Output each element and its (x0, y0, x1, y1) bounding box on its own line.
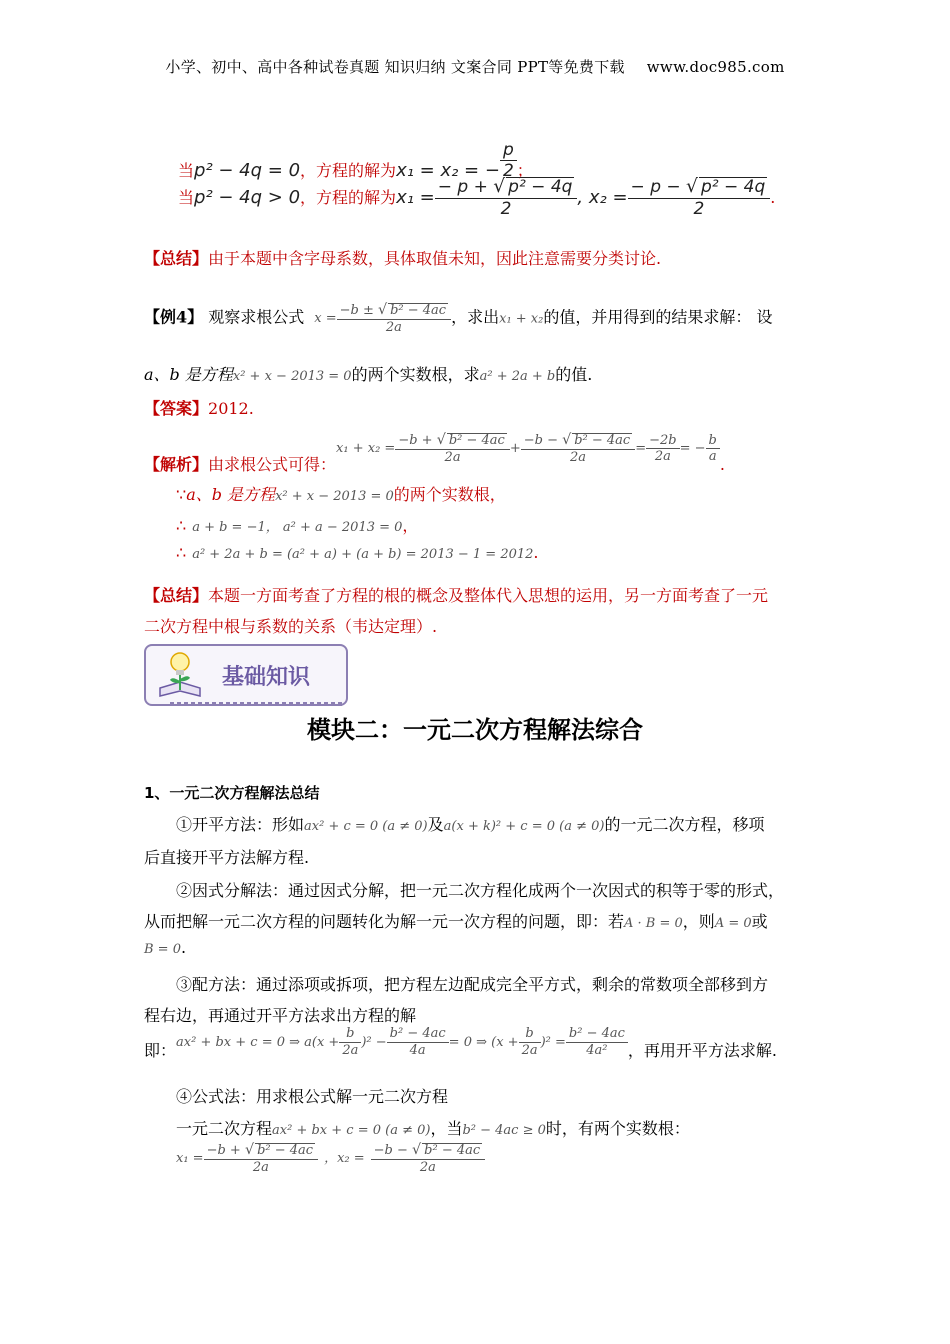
denominator: 2a (385, 320, 402, 336)
fraction (706, 433, 720, 465)
numerator: −b ± √ b² − 4ac (337, 302, 452, 320)
math-condition: p² − 4q > 0 (194, 186, 301, 208)
math-equation: x² + x − 2013 = 0 (275, 489, 394, 504)
text: 观察求根公式 (203, 307, 305, 327)
math-lhs: x₁ = x₂ = − (396, 159, 500, 181)
math-equation: b² − 4ac ≥ 0 (462, 1123, 546, 1138)
method-2-line-3 (144, 938, 186, 957)
method-2-line-1: ②因式分解法：通过因式分解，把一元二次方程化成两个一次因式的积等于零的形式， (176, 881, 785, 900)
math-expr: x₁ + x₂ (499, 311, 544, 327)
denominator: a (708, 449, 717, 465)
math-lhs: x₁ = (396, 186, 435, 208)
math-equation: A · B = 0 (624, 916, 683, 931)
num-part: −b − (373, 1143, 413, 1158)
text: ，方程的解为 (300, 160, 397, 180)
roots-formula (176, 1142, 485, 1176)
header-text: 小学、初中、高中各种试卷真题 知识归纳 文案合同 PPT等免费下载 (165, 58, 625, 76)
num-part: − p + (437, 177, 494, 197)
method-3-line-1: ③配方法：通过添项或拆项，把方程左边配成完全平方式，剩余的常数项全部移到方 (176, 975, 769, 994)
math-expr: a + b = −1， a² + a − 2013 = 0 (192, 520, 403, 535)
math-expr: a² + 2a + b (479, 369, 556, 384)
answer-label: 【答案】 (144, 399, 209, 418)
text: 的两个实数根， (393, 485, 506, 504)
denominator: 2a (419, 1160, 436, 1176)
denominator: 2a (252, 1160, 269, 1176)
method-1-line-2: 后直接开平方法解方程. (144, 848, 310, 867)
section-title: 1、一元二次方程解法总结 (144, 784, 320, 802)
module-title: 模块二：一元二次方程解法综合 (307, 716, 643, 744)
num-part: − p − (630, 177, 687, 197)
numerator: − p − √ p² − 4q (628, 176, 771, 199)
fraction (646, 433, 680, 465)
text: 的值. (555, 365, 593, 384)
fraction (387, 1026, 449, 1058)
denominator: 2a (521, 1042, 538, 1058)
numerator: b (339, 1026, 361, 1043)
radicand: b² − 4ac (574, 433, 631, 448)
denominator: 2 (502, 161, 514, 182)
math-sep: ，x₂ = (324, 1151, 365, 1167)
answer-value: 2012. (208, 399, 254, 418)
summary-1 (144, 246, 661, 269)
fraction (519, 1026, 541, 1058)
num-part: −b + (398, 433, 437, 448)
math-part: = 0 ⇒ (x + (448, 1034, 519, 1050)
summary-text: 二次方程中根与系数的关系（韦达定理）. (144, 617, 438, 636)
denominator: 4a (409, 1042, 426, 1058)
math-expr: a² + 2a + b = (a² + a) + (a + b) = 2013 − 1 = 2012 (192, 547, 534, 562)
text: 即： (144, 1040, 177, 1060)
text: 的两个实数根，求 (351, 365, 480, 384)
method-3-line-3 (144, 1026, 777, 1058)
text: ， (402, 516, 419, 535)
text: . (180, 938, 187, 957)
text: . (770, 187, 776, 207)
radicand: b² − 4ac (424, 1143, 481, 1158)
text: 从而把解一元二次方程的问题转化为解一元一次方程的问题，即：若 (144, 912, 625, 931)
math-lhs: x₁ + x₂ = (336, 441, 396, 457)
analysis-therefore-1 (176, 513, 418, 536)
radicand: p² − 4q (508, 177, 573, 197)
example-4-line-1 (144, 302, 772, 336)
header-url[interactable]: www.doc985.com (646, 58, 785, 76)
condition-line-2 (178, 176, 775, 220)
therefore-symbol: ∴ (176, 516, 187, 535)
denominator: 2a (444, 450, 461, 466)
summary-2-line-1 (144, 583, 768, 606)
math-op: + (509, 441, 521, 457)
numerator: −b − √ b² − 4ac (371, 1142, 486, 1160)
quadratic-formula (314, 302, 451, 336)
numerator: −b − √ b² − 4ac (521, 432, 636, 450)
text: 及 (427, 815, 444, 834)
lightbulb-book-icon (154, 648, 206, 700)
fraction (339, 1026, 361, 1058)
math-solution (396, 176, 770, 220)
fraction (628, 176, 771, 220)
analysis-because (176, 482, 506, 505)
sum-of-roots (336, 432, 720, 466)
text: 或 (751, 912, 768, 931)
math-equation: x² + x − 2013 = 0 (232, 369, 352, 384)
num-part: −b − (523, 433, 563, 448)
text: ，求出 (451, 307, 500, 327)
denominator: 2 (500, 199, 512, 220)
analysis-therefore-2 (176, 543, 539, 562)
summary-2-line-2 (144, 614, 437, 637)
summary-label: 【总结】 (144, 249, 209, 268)
math-part: ax² + bx + c = 0 ⇒ a(x + (176, 1034, 340, 1050)
denominator: 2a (654, 449, 671, 465)
text: ，再用开平方法求解. (627, 1040, 777, 1060)
num-part: −b ± (339, 303, 378, 318)
fraction (566, 1026, 628, 1058)
numerator: −2b (646, 433, 680, 450)
text: 由求根公式可得： (208, 455, 337, 475)
method-4-line-2 (176, 1116, 690, 1139)
fraction (435, 176, 578, 220)
text: ； (516, 160, 533, 180)
numerator: b² − 4ac (566, 1026, 628, 1043)
fraction (395, 432, 510, 466)
text: a、b 是方程 (186, 485, 276, 504)
summary-text: 本题一方面考查了方程的根的概念及整体代入思想的运用，另一方面考查了一元 (208, 586, 769, 605)
numerator: p (500, 140, 517, 161)
summary-text: 由于本题中含字母系数，具体取值未知，因此注意需要分类讨论. (208, 249, 662, 268)
text: 当 (178, 160, 195, 180)
math-condition: p² − 4q = 0 (194, 159, 301, 181)
text: . (533, 543, 539, 562)
numerator: − p + √ p² − 4q (435, 176, 578, 199)
summary-label: 【总结】 (144, 586, 209, 605)
radicand: b² − 4ac (448, 433, 505, 448)
math-part: )² − (361, 1034, 387, 1050)
denominator: 2a (342, 1042, 359, 1058)
text: ，方程的解为 (300, 187, 397, 207)
text: 的值，并用得到的结果求解： 设 (543, 307, 773, 327)
analysis-line-1 (144, 432, 725, 475)
method-4-roots (176, 1142, 485, 1176)
text: a、b 是方程 (144, 365, 233, 384)
page-header (0, 56, 950, 77)
denominator: 2 (693, 199, 705, 220)
num-part: −b + (206, 1143, 245, 1158)
math-part: )² = (540, 1034, 566, 1050)
math-lhs: x₁ = (176, 1151, 204, 1167)
analysis-label: 【解析】 (144, 455, 209, 475)
math-equation: ax² + c = 0 (a ≠ 0) (304, 819, 428, 834)
math-equation: ax² + bx + c = 0 (a ≠ 0) (272, 1123, 431, 1138)
method-2-line-2 (144, 909, 768, 932)
completing-square-chain (176, 1026, 628, 1058)
badge-text: 基础知识 (222, 665, 311, 690)
method-3-line-2: 程右边，再通过开平方法求出方程的解 (144, 1006, 417, 1025)
text: 一元二次方程 (176, 1119, 273, 1138)
method-4-line-1: ④公式法：用求根公式解一元二次方程 (176, 1087, 449, 1106)
math-sep: , x₂ = (577, 186, 628, 208)
math-equation: B = 0 (144, 942, 181, 957)
numerator: b (519, 1026, 541, 1043)
badge-underline (170, 702, 342, 706)
therefore-symbol: ∴ (176, 543, 187, 562)
radicand: b² − 4ac (257, 1143, 314, 1158)
denominator: 4a² (586, 1042, 608, 1058)
fraction (337, 302, 452, 336)
numerator: −b + √ b² − 4ac (204, 1142, 319, 1160)
radicand: b² − 4ac (390, 303, 447, 318)
numerator: b (706, 433, 720, 450)
math-op: = − (679, 441, 706, 457)
example-4-line-2 (144, 362, 592, 385)
fraction (204, 1142, 319, 1176)
because-symbol: ∵ (176, 485, 187, 504)
fraction (371, 1142, 486, 1176)
math-op: = (635, 441, 647, 457)
text: ①开平方法：形如 (176, 815, 305, 834)
method-1-line-1 (176, 812, 764, 835)
math-equation: A = 0 (714, 916, 752, 931)
radicand: p² − 4q (700, 177, 766, 197)
text: 当 (178, 187, 195, 207)
fraction (521, 432, 636, 466)
answer (144, 396, 254, 419)
text: ，当 (430, 1119, 463, 1138)
denominator: 2a (569, 450, 586, 466)
math-lhs: x = (314, 311, 337, 327)
numerator: b² − 4ac (387, 1026, 449, 1043)
text: 的一元二次方程，移项 (604, 815, 765, 834)
text: . (719, 455, 725, 475)
math-equation: a(x + k)² + c = 0 (a ≠ 0) (443, 819, 605, 834)
text: 时，有两个实数根： (545, 1119, 690, 1138)
numerator: −b + √ b² − 4ac (395, 432, 510, 450)
text: ，则 (682, 912, 715, 931)
example-label: 【例4】 (144, 307, 204, 327)
